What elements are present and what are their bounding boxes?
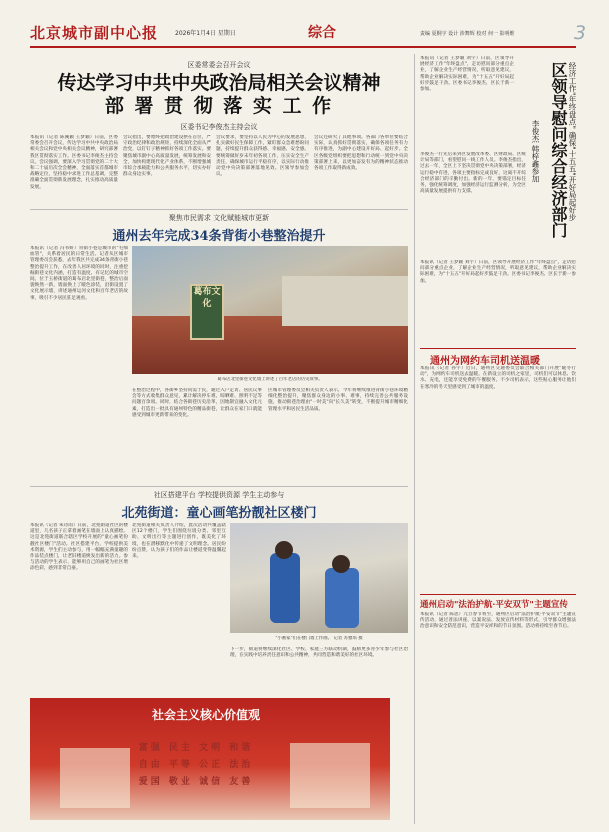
article3-left-text: 本报讯（记者 朱诗雨）日前，北苑街道社区的楼道里，几名孩子正拿着画笔在墙面上认真描绘。这是北苑街道联合辖区学校开展的"童心画笔扮靓社区楼门"活动。社区搭建平台，学校提供美术资源，学生们主动参与，用一幅幅充满童趣的作品装点楼门，让老旧楼道焕发出新的活力。参与活动的学生表示，能够用自己的画笔为社区增添色彩，感到非常自豪。 — [30, 523, 128, 572]
article2-divider — [30, 486, 408, 487]
article2-left-text: 本报讯（记者 冯书妍）背街小巷是城市的"毛细血管"，关系着居民的日常生活。记者从区城市管理委员会获悉，去年我区共完成34条背街小巷整治提升工作，在改善人居环境的同时，注重挖掘街巷文化内涵，打造有温度、有记忆的城市空间。位于玉桥街道的葛布店北里街巷，整治后面貌焕然一新，墙面换上了暖色涂装，沿街设置了文化展示墙，讲述通州运河文化和百年老店的故事，吸引不少居民驻足观看。 — [30, 246, 128, 301]
article1-column-3: 会议要求，要坚持以人民为中心的发展思想，扎实做好民生保障工作，紧盯群众急难愁盼问题，持续提升群众获得感、幸福感、安全感。要统筹做好岁末年初各项工作，压实安全生产责任，确保城市运行平稳有序，以实际行动推动党中央决策部署落地见效。区领导参加会议。 — [216, 135, 309, 178]
article1-column-2: 会议指出，要始终把政治建设摆在首位，严守政治纪律和政治规矩，持续深化全面从严治党，以钉钉子精神抓好各项工作落实。要聚焦城市副中心高质量发展，统筹发展和安全，加快构建现代化产业体系，不断增强城市综合承载能力和公共服务水平，切实办好群众身边实事。 — [123, 135, 211, 178]
editor-credits: 责编 夏桐宇 设计 涉舞辉 校对 何一 影明维 — [420, 31, 515, 37]
article2-mid-text: 在整治过程中，各街乡坚持问需于民，通过入户走访、居民议事会等方式收集群众意见，累计解决停车难、晾晒难、照明不足等问题百余项。同时，结合各街巷历史沿革，因地制宜融入文化元素，打造出一批具有通州特色的精品街巷，让群众在家门口就能感受到城市更新带来的变化。 — [132, 388, 262, 418]
section-name: 综合 — [308, 25, 336, 41]
right-vertical-headline: 区领导慰问综合经济部门 — [549, 62, 568, 238]
right-vertical-subhead-2: 李俊杰 韩梓鑫参加 — [531, 120, 540, 183]
masthead-divider — [30, 46, 576, 48]
article2-right-text: 区城市管理委员会相关负责人表示，今年将继续推进背街小巷环境精细化整治提升，聚焦群众身边的小事、难事，持续完善公共服务设施，推动街巷治理由"一时美"向"长久美"转变，不断提升城市精细化管理水平和居民生活品质。 — [268, 388, 408, 412]
kids-painting-photo — [230, 523, 408, 633]
article1-byline: 区委书记李俊杰主持会议 — [180, 123, 258, 131]
right-body-text: 李俊杰一行先后来到区发展改革委、区财政局、区统计局等部门，看望慰问一线工作人员。李俊杰指出，过去一年，全区上下坚决贯彻党中央决策部署，经济运行稳中有进，各项主要指标完成良好，这离不开综合经济部门的辛勤付出。新的一年，要锚定目标任务，强化统筹调度，加强经济运行监测分析，为全区高质量发展提供有力支撑。 — [420, 152, 526, 195]
article2-kicker: 聚焦市民需求 文化赋能城市更新 — [168, 214, 270, 222]
article3-caption: "小画家"们在楼门墙上作画。 记者 苏雅琪 摄 — [275, 636, 363, 641]
box2-text: 本报讯（记者 陈思）元旦春节将至，通州区启动"法治护航·平安双节"主题宣传活动，通过普法讲座、以案说法、发放宣传材料等形式，引导群众增强法治意识和安全防范意识，营造平安祥和的节日氛围。活动将持续至春节后。 — [420, 612, 576, 630]
article1-column-4: 会议还研究了其他事项。各部门各单位要结合实际，认真抓好贯彻落实，确保各项任务有力有序推进，为副中心建设开好局、起好步。全区各级党组织要把思想和行动统一到党中央决策部署上来，以更加奋发有为的精神状态推动各项工作取得新成效。 — [314, 135, 408, 172]
box1-divider — [420, 348, 576, 349]
poster-title: 社会主义核心价值观 — [151, 708, 260, 722]
poster-values-line-3: 爱国 敬业 诚信 友善 — [138, 777, 254, 787]
box1-title: 通州为网约车司机送温暖 — [430, 356, 540, 367]
poster-values-line-2: 自由 平等 公正 法治 — [138, 760, 254, 770]
newspaper-title: 北京城市副中心报 — [30, 24, 159, 42]
article1-kicker: 区委常委会召开会议 — [187, 61, 251, 69]
article1-headline-2: 部 署 贯 彻 落 实 工 作 — [104, 95, 334, 117]
street-wall-photo — [132, 246, 408, 374]
page-number: 3 — [574, 22, 587, 44]
poster-values-line-1: 富强 民主 文明 和谐 — [138, 743, 254, 753]
box2-divider — [420, 594, 576, 595]
column-divider — [414, 54, 415, 824]
article3-left2-text: 北苑街道相关负责人介绍，此次活动共覆盖辖区12个楼门，学生们围绕垃圾分类、邻里互助、文明出行等主题进行创作，既美化了环境，也在潜移默化中传递了文明理念。居民纷纷点赞，认为孩子们的作品让楼道变得温馨起来。 — [132, 523, 226, 560]
box1-text: 本报讯（记者 孙宇）近日，通州区交通委员会联合相关部门开展"暖冬行动"，为网约车司机送去温暖。在新设立的司机之家里，司机们可以休息、饮水、充电，还能享受免费的午餐服务。不少司机表示，这些贴心服务让他们在寒冷的冬天里感受到了城市的温度。 — [420, 366, 576, 390]
article1-divider — [30, 209, 408, 210]
article3-right-text: 下一步，街道将继续深化社区、学校、家庭三方联动机制，鼓励更多青少年参与社区治理，在实践中培养责任意识和公共精神，共同营造和谐美好的社区环境。 — [230, 647, 408, 659]
article2-headline: 通州去年完成34条背街小巷整治提升 — [112, 229, 326, 244]
right-body-text-2: 本报讯（记者 王梦颖 刘宇）日前，区领导开展经济工作"年终盘点"，走访慰问部分重点企业，了解企业生产经营情况，听取意见建议，帮助企业解决实际困难，为"十五五"开好局起好步鼓足干劲。区委书记李俊杰、区长于新一参加。 — [420, 260, 576, 284]
issue-date: 2026年1月4日 星期日 — [175, 30, 236, 37]
box2-title: 通州启动"法治护航·平安双节"主题宣传 — [420, 600, 568, 610]
right-vertical-subhead-1: 经济工作"年终盘点" 确保"十五五"开好局起好步 — [568, 62, 577, 221]
article2-caption: 葛布店北里街巷文化墙上讲述了百年老店的历史故事。 — [217, 377, 323, 382]
right-lead-text: 本报讯（记者 王梦颖 刘宇）日前，区领导开展经济工作"年终盘点"，走访慰问部分重点企业，了解企业生产经营情况，听取意见建议，帮助企业解决实际困难，为"十五五"开好局起好步鼓足干劲。区委书记李俊杰、区长于新一参加。 — [420, 56, 514, 93]
article3-kicker: 社区搭建平台 学校提供资源 学生主动参与 — [153, 491, 285, 499]
article3-headline: 北苑街道：童心画笔扮靓社区楼门 — [121, 506, 317, 521]
culture-sign: 葛布文化 — [190, 284, 224, 340]
article1-column-1: 本报讯（记者 陈溪颖 王梦颖）日前，区委常委会召开会议，传达学习中共中央政治局相关会议和党中央相关会议精神，研究部署我区贯彻落实工作。区委书记李俊杰主持会议。会议强调，要深入学习贯彻党的二十大和二十届历次全会精神，全面落实首都城市战略定位，坚持稳中求进工作总基调，完整准确全面贯彻新发展理念，扎实推动高质量发展。 — [30, 135, 118, 190]
article1-headline-1: 传达学习中共中央政治局相关会议精神 — [57, 72, 381, 94]
